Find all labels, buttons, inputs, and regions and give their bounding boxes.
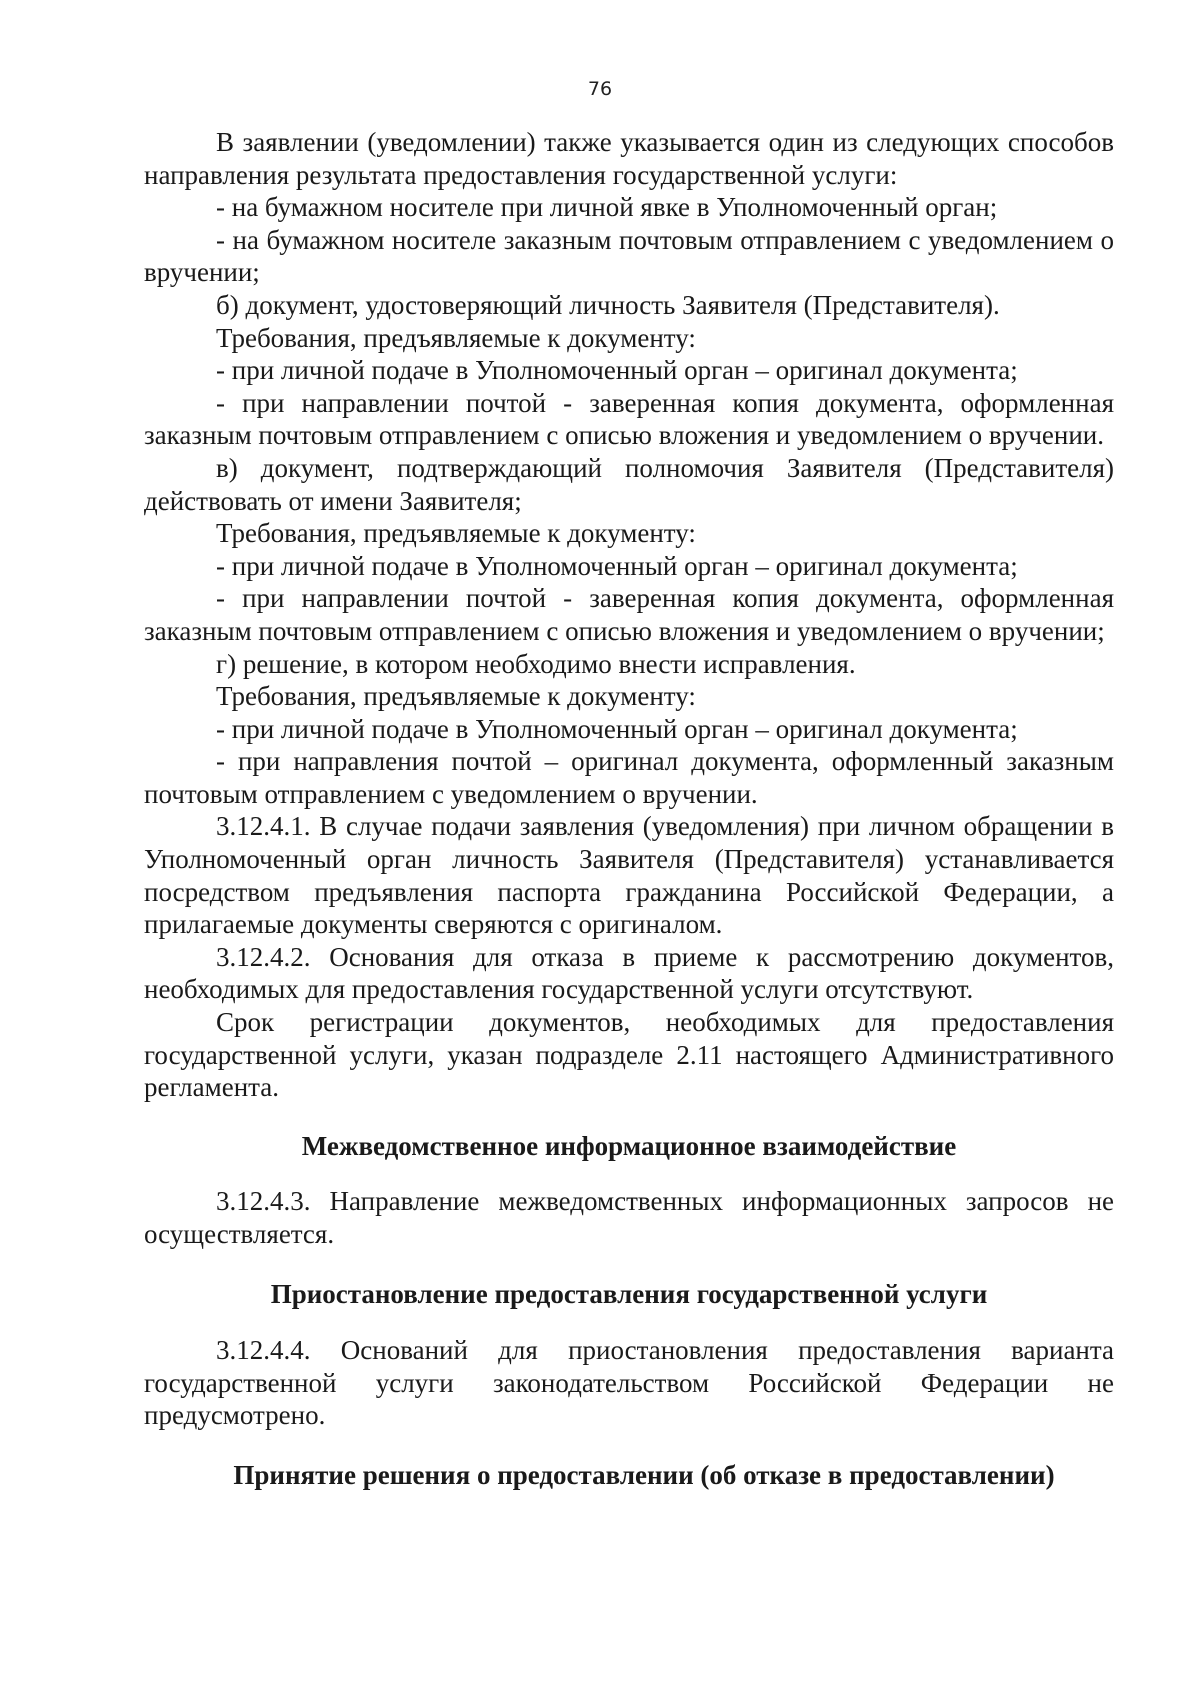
paragraph: - на бумажном носителе заказным почтовым отправлением с уведомлением о вручении;	[144, 224, 1114, 288]
paragraph: Требования, предъявляемые к документу:	[216, 518, 696, 549]
paragraph: в) документ, подтверждающий полномочия Заявителя (Представителя) действовать от имени Заявителя;	[144, 452, 1114, 516]
paragraph: - при личной подаче в Уполномоченный орган – оригинал документа;	[216, 550, 1018, 581]
paragraph: б) документ, удостоверяющий личность Заявителя (Представителя).	[216, 289, 1000, 320]
paragraph: г) решение, в котором необходимо внести исправления.	[216, 648, 856, 679]
paragraph: 3.12.4.1. В случае подачи заявления (уведомления) при личном обращении в Уполномоченный орган личность Заявителя (Представителя) устанавливается посредством предъявления паспорта гражданина Российской Федерации, а прилагаемые документы сверяются с оригиналом.	[144, 811, 1114, 940]
paragraph: В заявлении (уведомлении) также указывается один из следующих способов направления результата предоставления государственной услуги:	[144, 127, 1114, 190]
paragraph: Срок регистрации документов, необходимых для предоставления государственной услуги, указан подразделе 2.11 настоящего Административного регламента.	[144, 1007, 1114, 1103]
paragraph: 3.12.4.3. Направление межведомственных информационных запросов не осуществляется.	[144, 1186, 1114, 1249]
paragraph: - при направлении почтой - заверенная копия документа, оформленная заказным почтовым отправлением с описью вложения и уведомлением о вручении;	[144, 583, 1114, 646]
paragraph: - при личной подаче в Уполномоченный орган – оригинал документа;	[216, 355, 1018, 386]
paragraph: 3.12.4.2. Основания для отказа в приеме к рассмотрению документов, необходимых для предоставления государственной услуги отсутствуют.	[144, 941, 1114, 1005]
section-heading: Межведомственное информационное взаимодействие	[301, 1130, 957, 1161]
paragraph: - при направлении почтой - заверенная копия документа, оформленная заказным почтовым отправлением с описью вложения и уведомлением о вручении.	[144, 387, 1114, 451]
section-heading: Приостановление предоставления государственной услуги	[270, 1278, 988, 1309]
paragraph: Требования, предъявляемые к документу:	[216, 681, 696, 712]
paragraph: - при направления почтой – оригинал документа, оформленный заказным почтовым отправлением с уведомлением о вручении.	[144, 746, 1114, 809]
document-body	[144, 126, 1114, 1492]
page-number: 76	[587, 78, 613, 100]
paragraph: 3.12.4.4. Оснований для приостановления предоставления варианта государственной услуги законодательством Российской Федерации не предусмотрено.	[144, 1335, 1114, 1431]
paragraph: - на бумажном носителе при личной явке в Уполномоченный орган;	[216, 192, 998, 223]
paragraph: Требования, предъявляемые к документу:	[216, 322, 696, 353]
section-heading: Принятие решения о предоставлении (об отказе в предоставлении)	[233, 1459, 1055, 1490]
paragraph: - при личной подаче в Уполномоченный орган – оригинал документа;	[216, 713, 1018, 744]
